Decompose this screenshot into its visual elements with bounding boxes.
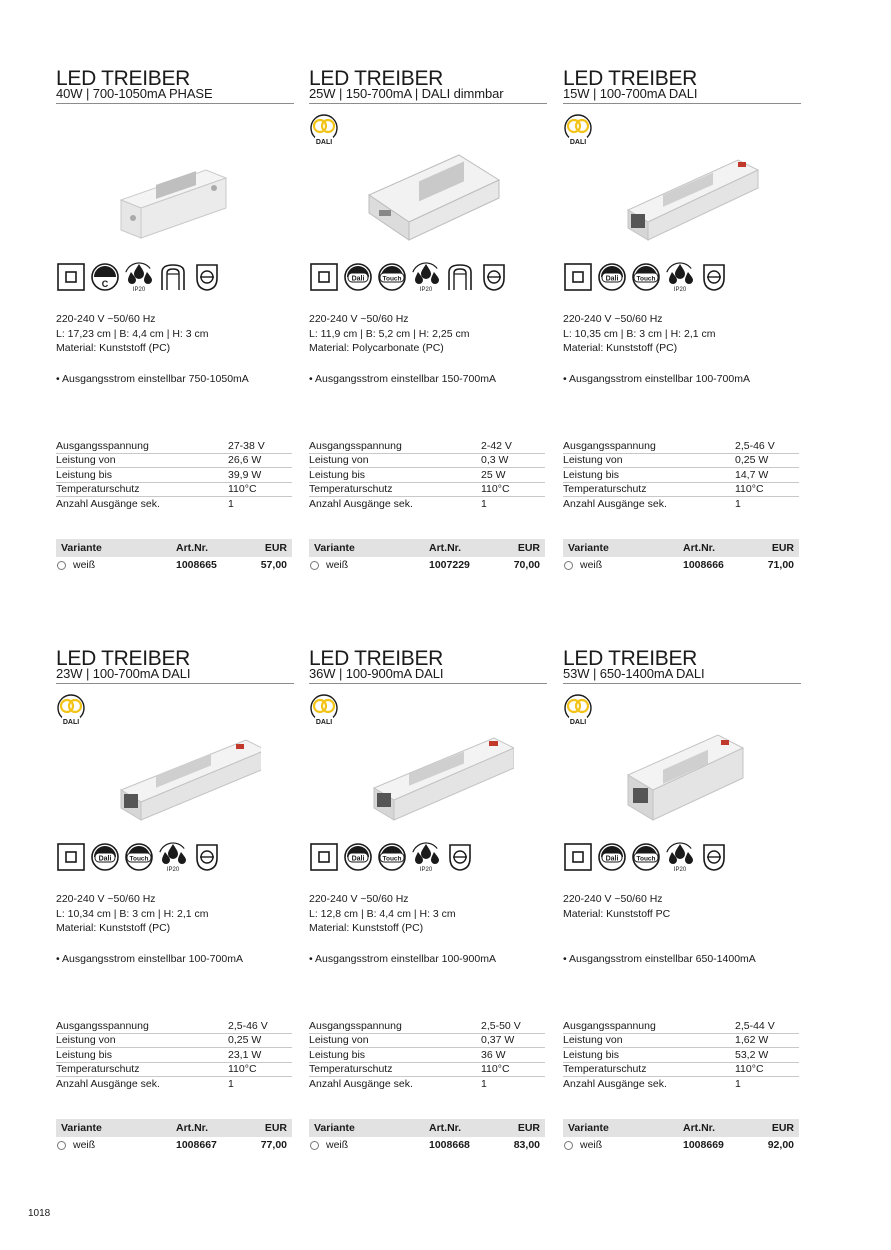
tech-value: 1 <box>228 497 234 510</box>
artnr-col-header: Art.Nr. <box>176 1122 209 1134</box>
tech-label: Temperaturschutz <box>563 482 735 496</box>
variant-row[interactable] <box>56 1137 292 1153</box>
product-photo <box>593 710 768 840</box>
tech-label: Leistung von <box>56 453 228 467</box>
protection-class-ii-icon <box>309 842 339 872</box>
artnr-col-header: Art.Nr. <box>683 1122 716 1134</box>
svg-text:Touch: Touch <box>382 275 402 283</box>
tech-label: Leistung bis <box>309 468 481 482</box>
tech-table <box>309 1019 545 1091</box>
svg-text:IP20: IP20 <box>419 287 433 292</box>
furniture-mount-icon <box>445 262 475 292</box>
tech-row <box>309 497 545 511</box>
dali-icon <box>597 262 627 292</box>
variant-radio[interactable] <box>310 561 319 570</box>
product-photo <box>593 130 768 260</box>
variant-table <box>309 1119 545 1153</box>
variant-header <box>309 1119 545 1137</box>
variant-col-header: Variante <box>314 1122 355 1134</box>
icon-row <box>563 262 729 294</box>
svg-text:IP20: IP20 <box>166 867 180 872</box>
tech-label: Temperaturschutz <box>563 1062 735 1076</box>
tech-label: Leistung bis <box>56 468 228 482</box>
tech-value: 1 <box>735 497 741 510</box>
product-subtitle: 36W | 100-900mA DALI <box>309 667 547 684</box>
tech-label: Anzahl Ausgänge sek. <box>309 1077 413 1090</box>
product-card <box>563 67 801 610</box>
tech-value: 0,25 W <box>228 1033 292 1047</box>
variant-color: weiß <box>73 1139 96 1151</box>
dali-badge-icon <box>56 694 86 726</box>
tech-value: 2,5-46 V <box>228 1019 292 1033</box>
tech-value: 23,1 W <box>228 1048 292 1062</box>
tech-label: Anzahl Ausgänge sek. <box>56 1077 160 1090</box>
spec-text <box>56 312 209 356</box>
variant-color: weiß <box>580 559 603 571</box>
variant-table <box>563 539 799 573</box>
tech-label: Temperaturschutz <box>309 482 481 496</box>
artnr-col-header: Art.Nr. <box>176 542 209 554</box>
tech-label: Leistung bis <box>563 468 735 482</box>
feature-bullet: • Ausgangsstrom einstellbar 750-1050mA <box>56 373 249 385</box>
variant-header <box>56 539 292 557</box>
product-card <box>309 647 547 1190</box>
tech-value: 26,6 W <box>228 453 292 467</box>
tech-label: Anzahl Ausgänge sek. <box>563 497 667 510</box>
svg-text:Touch: Touch <box>636 855 656 863</box>
tech-label: Anzahl Ausgänge sek. <box>563 1077 667 1090</box>
spec-line: L: 12,8 cm | B: 4,4 cm | H: 3 cm <box>309 907 456 920</box>
tech-row <box>56 1033 292 1047</box>
ip20-icon <box>665 842 695 872</box>
tech-value: 39,9 W <box>228 468 292 482</box>
feature-bullet: • Ausgangsstrom einstellbar 150-700mA <box>309 373 496 385</box>
tech-row <box>309 482 545 496</box>
dali-icon <box>597 842 627 872</box>
tech-row <box>563 1033 799 1047</box>
tech-label: Leistung von <box>563 1033 735 1047</box>
variant-row[interactable] <box>309 1137 545 1153</box>
tech-label: Ausgangsspannung <box>309 1019 481 1033</box>
tech-label: Anzahl Ausgänge sek. <box>309 497 413 510</box>
tech-label: Ausgangsspannung <box>309 439 481 453</box>
touch-icon <box>124 842 154 872</box>
tech-row <box>563 1077 799 1091</box>
tech-value: 0,25 W <box>735 453 799 467</box>
variant-price: 83,00 <box>513 1139 540 1151</box>
product-subtitle: 40W | 700-1050mA PHASE <box>56 87 294 104</box>
short-circuit-protection-icon <box>699 262 729 292</box>
tech-value: 1 <box>481 497 487 510</box>
tech-value: 110°C <box>735 1062 799 1076</box>
variant-header <box>563 539 799 557</box>
variant-col-header: Variante <box>61 542 102 554</box>
tech-value: 2,5-50 V <box>481 1019 545 1033</box>
tech-table <box>563 1019 799 1091</box>
tech-value: 2-42 V <box>481 439 545 453</box>
spec-line: Material: Kunststoff (PC) <box>563 342 678 354</box>
spec-line: Material: Kunststoff PC <box>563 907 671 920</box>
tech-row <box>563 497 799 511</box>
tech-label: Temperaturschutz <box>309 1062 481 1076</box>
eur-col-header: EUR <box>517 542 540 554</box>
tech-row <box>56 482 292 496</box>
tech-value: 2,5-44 V <box>735 1019 799 1033</box>
feature-bullet: • Ausgangsstrom einstellbar 100-700mA <box>56 953 243 965</box>
product-card <box>56 67 294 610</box>
spec-line: 220-240 V ~50/60 Hz <box>56 313 156 325</box>
dali-icon <box>343 262 373 292</box>
tech-value: 1 <box>735 1077 741 1090</box>
tech-row <box>563 468 799 482</box>
tech-row <box>56 1062 292 1076</box>
artnr-col-header: Art.Nr. <box>429 542 462 554</box>
dali-badge-icon <box>309 694 339 726</box>
tech-value: 110°C <box>735 482 799 496</box>
spec-line: L: 11,9 cm | B: 5,2 cm | H: 2,25 cm <box>309 327 470 340</box>
eur-col-header: EUR <box>264 542 287 554</box>
tech-label: Anzahl Ausgänge sek. <box>56 497 160 510</box>
product-photo <box>86 710 261 840</box>
svg-text:DALI: DALI <box>569 719 587 726</box>
spec-line: L: 17,23 cm | B: 4,4 cm | H: 3 cm <box>56 327 209 340</box>
tech-value: 53,2 W <box>735 1048 799 1062</box>
variant-price: 92,00 <box>767 1139 794 1151</box>
tech-value: 1,62 W <box>735 1033 799 1047</box>
protection-class-ii-icon <box>56 842 86 872</box>
artnr-col-header: Art.Nr. <box>683 542 716 554</box>
tech-row <box>309 1019 545 1033</box>
product-card <box>563 647 801 1190</box>
product-photo <box>86 130 261 260</box>
variant-header <box>563 1119 799 1137</box>
spec-line: Material: Polycarbonate (PC) <box>309 342 444 354</box>
spec-line: L: 10,35 cm | B: 3 cm | H: 2,1 cm <box>563 327 716 340</box>
tech-label: Ausgangsspannung <box>56 439 228 453</box>
tech-value: 110°C <box>481 482 545 496</box>
artnr-col-header: Art.Nr. <box>429 1122 462 1134</box>
tech-table <box>309 439 545 511</box>
tech-value: 36 W <box>481 1048 545 1062</box>
tech-value: 110°C <box>481 1062 545 1076</box>
eur-col-header: EUR <box>771 542 794 554</box>
ip20-icon <box>124 262 154 292</box>
dali-icon <box>90 842 120 872</box>
spec-line: 220-240 V ~50/60 Hz <box>56 893 156 905</box>
tech-label: Leistung von <box>309 453 481 467</box>
variant-row[interactable] <box>309 557 545 573</box>
product-card <box>309 67 547 610</box>
tech-row <box>56 1048 292 1062</box>
variant-col-header: Variante <box>568 542 609 554</box>
variant-radio[interactable] <box>57 1141 66 1150</box>
variant-row[interactable] <box>563 1137 799 1153</box>
variant-row[interactable] <box>563 557 799 573</box>
tech-label: Temperaturschutz <box>56 1062 228 1076</box>
svg-text:Touch: Touch <box>636 275 656 283</box>
tech-row <box>309 453 545 467</box>
variant-radio[interactable] <box>57 561 66 570</box>
spec-text <box>563 312 716 356</box>
ip20-icon <box>411 842 441 872</box>
feature-bullet: • Ausgangsstrom einstellbar 100-700mA <box>563 373 750 385</box>
variant-color: weiß <box>326 1139 349 1151</box>
spec-line: 220-240 V ~50/60 Hz <box>309 313 409 325</box>
dali-badge-icon <box>563 694 593 726</box>
tech-label: Leistung von <box>56 1033 228 1047</box>
icon-row <box>56 842 222 874</box>
product-title: LED TREIBER <box>309 67 444 90</box>
product-title: LED TREIBER <box>56 67 191 90</box>
svg-text:DALI: DALI <box>315 139 333 146</box>
svg-text:IP20: IP20 <box>673 287 687 292</box>
tech-value: 27-38 V <box>228 439 292 453</box>
ip20-icon <box>411 262 441 292</box>
tech-table <box>56 1019 292 1091</box>
svg-text:Dali: Dali <box>605 855 619 863</box>
svg-text:Touch: Touch <box>382 855 402 863</box>
svg-text:Dali: Dali <box>98 855 112 863</box>
tech-value: 14,7 W <box>735 468 799 482</box>
tech-row <box>56 497 292 511</box>
tech-row <box>56 453 292 467</box>
variant-radio[interactable] <box>564 1141 573 1150</box>
tech-label: Ausgangsspannung <box>56 1019 228 1033</box>
page-number: 1018 <box>28 1208 51 1219</box>
product-card <box>56 647 294 1190</box>
product-photo <box>339 130 514 260</box>
spec-text <box>309 312 469 356</box>
variant-header <box>56 1119 292 1137</box>
tech-row <box>309 1077 545 1091</box>
svg-text:IP20: IP20 <box>419 867 433 872</box>
tech-table <box>56 439 292 511</box>
tech-value: 1 <box>228 1077 234 1090</box>
product-subtitle: 25W | 150-700mA | DALI dimmbar <box>309 87 547 104</box>
protection-class-ii-icon <box>563 262 593 292</box>
svg-text:C: C <box>101 279 109 289</box>
tech-row <box>563 1062 799 1076</box>
variant-col-header: Variante <box>314 542 355 554</box>
svg-text:DALI: DALI <box>62 719 80 726</box>
variant-table <box>56 1119 292 1153</box>
tech-row <box>56 1077 292 1091</box>
spec-line: Material: Kunststoff (PC) <box>56 922 171 934</box>
spec-line: 220-240 V ~50/60 Hz <box>309 893 409 905</box>
tech-value: 2,5-46 V <box>735 439 799 453</box>
variant-table <box>56 539 292 573</box>
tech-table <box>563 439 799 511</box>
svg-text:DALI: DALI <box>315 719 333 726</box>
spec-line: L: 10,34 cm | B: 3 cm | H: 2,1 cm <box>56 907 209 920</box>
spec-text <box>309 892 456 936</box>
tech-row <box>56 468 292 482</box>
svg-text:IP20: IP20 <box>673 867 687 872</box>
touch-icon <box>631 842 661 872</box>
svg-text:IP20: IP20 <box>132 287 146 292</box>
variant-header <box>309 539 545 557</box>
short-circuit-protection-icon <box>699 842 729 872</box>
protection-class-ii-icon <box>309 262 339 292</box>
spec-text <box>56 892 209 936</box>
product-subtitle: 23W | 100-700mA DALI <box>56 667 294 684</box>
spec-line: Material: Kunststoff (PC) <box>309 922 424 934</box>
tech-value: 0,3 W <box>481 453 545 467</box>
variant-artnr: 1008669 <box>683 1139 724 1151</box>
svg-text:Dali: Dali <box>351 855 365 863</box>
tech-row <box>309 1062 545 1076</box>
variant-radio[interactable] <box>310 1141 319 1150</box>
svg-text:DALI: DALI <box>569 139 587 146</box>
feature-bullet: • Ausgangsstrom einstellbar 100-900mA <box>309 953 496 965</box>
tech-label: Ausgangsspannung <box>563 1019 735 1033</box>
icon-row <box>309 262 509 294</box>
variant-radio[interactable] <box>564 561 573 570</box>
spec-line: 220-240 V ~50/60 Hz <box>563 893 663 905</box>
tech-value: 110°C <box>228 482 292 496</box>
protection-class-ii-icon <box>563 842 593 872</box>
short-circuit-protection-icon <box>192 842 222 872</box>
touch-icon <box>377 842 407 872</box>
variant-artnr: 1008667 <box>176 1139 217 1151</box>
product-title: LED TREIBER <box>563 647 698 670</box>
tech-label: Leistung bis <box>56 1048 228 1062</box>
variant-artnr: 1008666 <box>683 559 724 571</box>
variant-price: 57,00 <box>260 559 287 571</box>
tech-row <box>563 1048 799 1062</box>
tech-label: Leistung bis <box>309 1048 481 1062</box>
tech-row <box>309 1048 545 1062</box>
eur-col-header: EUR <box>517 1122 540 1134</box>
protection-class-ii-icon <box>56 262 86 292</box>
feature-bullet: • Ausgangsstrom einstellbar 650-1400mA <box>563 953 756 965</box>
dali-badge-icon <box>563 114 593 146</box>
variant-artnr: 1008665 <box>176 559 217 571</box>
variant-color: weiß <box>73 559 96 571</box>
icon-row <box>563 842 729 874</box>
ip20-icon <box>665 262 695 292</box>
variant-color: weiß <box>580 1139 603 1151</box>
product-title: LED TREIBER <box>563 67 698 90</box>
variant-artnr: 1008668 <box>429 1139 470 1151</box>
product-subtitle: 15W | 100-700mA DALI <box>563 87 801 104</box>
product-photo <box>339 710 514 840</box>
tech-label: Leistung bis <box>563 1048 735 1062</box>
touch-icon <box>631 262 661 292</box>
short-circuit-protection-icon <box>479 262 509 292</box>
variant-table <box>309 539 545 573</box>
tech-row <box>309 468 545 482</box>
variant-price: 71,00 <box>767 559 794 571</box>
tech-label: Ausgangsspannung <box>563 439 735 453</box>
product-title: LED TREIBER <box>56 647 191 670</box>
svg-text:Dali: Dali <box>605 275 619 283</box>
dali-badge-icon <box>309 114 339 146</box>
variant-col-header: Variante <box>568 1122 609 1134</box>
tech-label: Leistung von <box>309 1033 481 1047</box>
tech-row <box>563 482 799 496</box>
svg-text:Dali: Dali <box>351 275 365 283</box>
tech-row <box>56 1019 292 1033</box>
tech-row <box>563 453 799 467</box>
eur-col-header: EUR <box>771 1122 794 1134</box>
variant-row[interactable] <box>56 557 292 573</box>
svg-text:Touch: Touch <box>129 855 149 863</box>
tech-label: Leistung von <box>563 453 735 467</box>
variant-col-header: Variante <box>61 1122 102 1134</box>
product-subtitle: 53W | 650-1400mA DALI <box>563 667 801 684</box>
tech-label: Temperaturschutz <box>56 482 228 496</box>
eur-col-header: EUR <box>264 1122 287 1134</box>
tech-value: 0,37 W <box>481 1033 545 1047</box>
furniture-mount-icon <box>158 262 188 292</box>
spec-text <box>563 892 670 921</box>
tech-row <box>56 439 292 453</box>
tech-row <box>309 439 545 453</box>
touch-icon <box>377 262 407 292</box>
short-circuit-protection-icon <box>445 842 475 872</box>
dali-icon <box>343 842 373 872</box>
icon-row <box>56 262 222 294</box>
variant-color: weiß <box>326 559 349 571</box>
icon-row <box>309 842 475 874</box>
short-circuit-protection-icon <box>192 262 222 292</box>
phase-dimmer-icon <box>90 262 120 292</box>
tech-value: 25 W <box>481 468 545 482</box>
spec-line: Material: Kunststoff (PC) <box>56 342 171 354</box>
tech-value: 110°C <box>228 1062 292 1076</box>
tech-value: 1 <box>481 1077 487 1090</box>
tech-row <box>309 1033 545 1047</box>
spec-line: 220-240 V ~50/60 Hz <box>563 313 663 325</box>
variant-price: 70,00 <box>513 559 540 571</box>
variant-price: 77,00 <box>260 1139 287 1151</box>
variant-table <box>563 1119 799 1153</box>
tech-row <box>563 439 799 453</box>
product-title: LED TREIBER <box>309 647 444 670</box>
ip20-icon <box>158 842 188 872</box>
variant-artnr: 1007229 <box>429 559 470 571</box>
tech-row <box>563 1019 799 1033</box>
